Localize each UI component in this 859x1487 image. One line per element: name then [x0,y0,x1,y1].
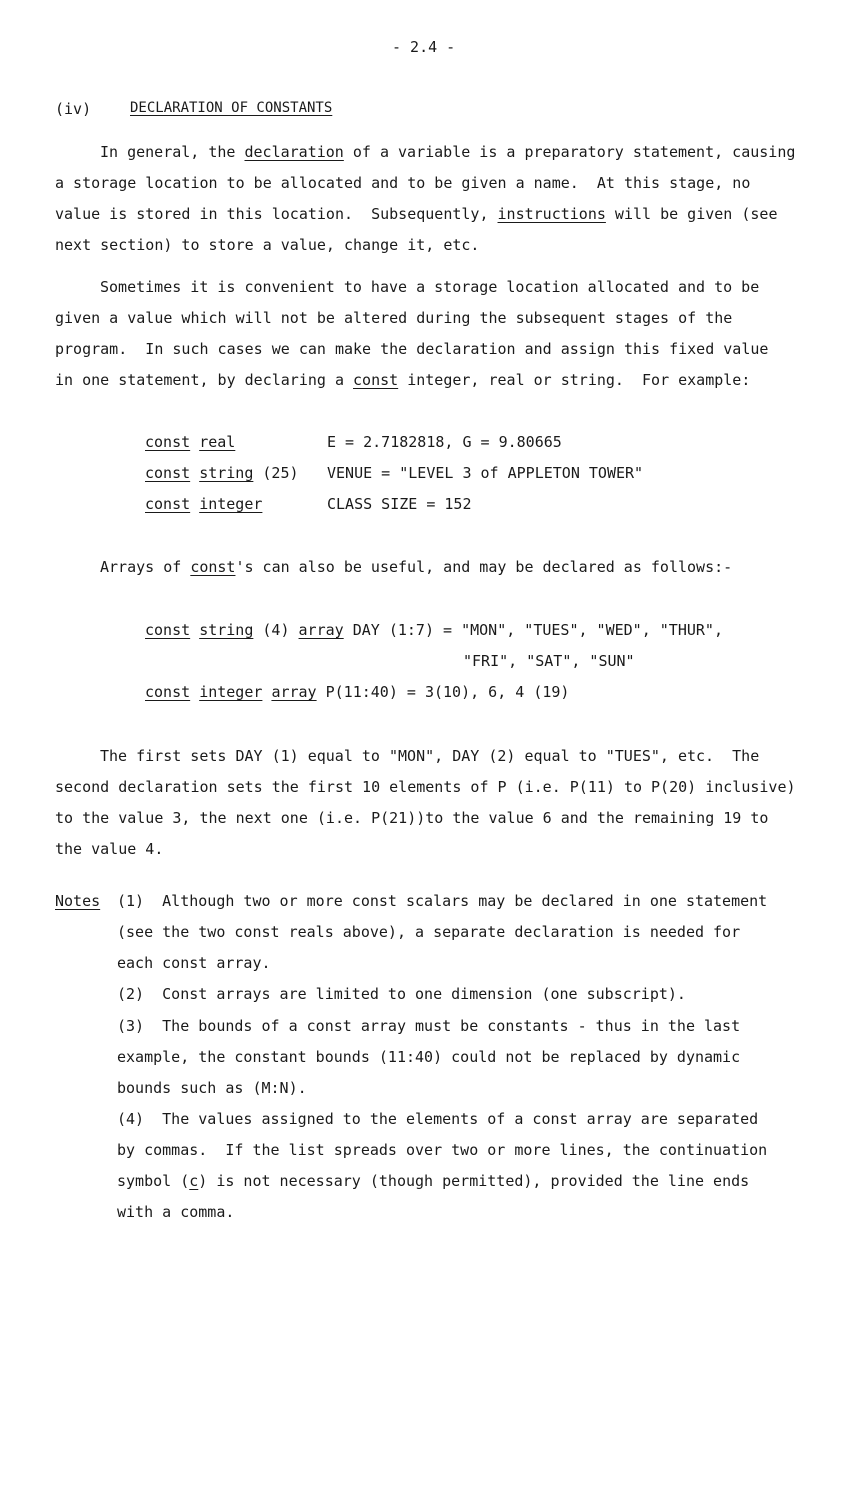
note-3-line3: bounds such as (M:N). [117,1079,307,1097]
section-number: (iv) [55,100,92,118]
para1-line2: a storage location to be allocated and to be given a name. At this stage, no [55,174,751,192]
note-4-line4: with a comma. [117,1203,235,1221]
example-decl-3: const integer [145,495,263,513]
array-example-2: const integer array P(11:40) = 3(10), 6, 4 (19) [145,683,570,701]
para3-line2: second declaration sets the first 10 elements of P (i.e. P(11) to P(20) inclusive) [55,778,796,796]
page-number: - 2.4 - [392,38,456,56]
note-3-line1: (3) The bounds of a const array must be constants - thus in the last [117,1017,741,1035]
term-const: const [353,371,399,389]
note-2: (2) Const arrays are limited to one dimension (one subscript). [117,985,686,1003]
note-1-line2: (see the two const reals above), a separate declaration is needed for [117,923,741,941]
para1-line1: In general, the declaration of a variable is a preparatory statement, causing [100,143,796,161]
para3-line1: The first sets DAY (1) equal to "MON", DAY (2) equal to "TUES", etc. The [100,747,760,765]
notes-label: Notes [55,892,101,910]
note-1-line3: each const array. [117,954,271,972]
term-instructions: instructions [497,205,606,223]
term-declaration: declaration [244,143,344,161]
para3-line3: to the value 3, the next one (i.e. P(21))to the value 6 and the remaining 19 to [55,809,769,827]
example-value-2: VENUE = "LEVEL 3 of APPLETON TOWER" [327,464,644,482]
section-title: DECLARATION OF CONSTANTS [130,100,333,116]
para2-line2: given a value which will not be altered during the subsequent stages of the [55,309,733,327]
note-4-line2: by commas. If the list spreads over two or more lines, the continuation [117,1141,768,1159]
array-example-1: const string (4) array DAY (1:7) = "MON", "TUES", "WED", "THUR", [145,621,723,639]
para1-line4: next section) to store a value, change it, etc. [55,236,480,254]
array-example-1-continuation: "FRI", "SAT", "SUN" [463,652,635,670]
arrays-intro: Arrays of const's can also be useful, and may be declared as follows:- [100,558,733,576]
note-3-line2: example, the constant bounds (11:40) could not be replaced by dynamic [117,1048,741,1066]
example-value-3: CLASS SIZE = 152 [327,495,472,513]
para2-line3: program. In such cases we can make the declaration and assign this fixed value [55,340,769,358]
para1-line3: value is stored in this location. Subsequently, instructions will be given (see [55,205,778,223]
example-value-1: E = 2.7182818, G = 9.80665 [327,433,562,451]
note-4-line3: symbol (c) is not necessary (though permitted), provided the line ends [117,1172,750,1190]
note-1-line1: (1) Although two or more const scalars may be declared in one statement [117,892,768,910]
example-decl-2: const string (25) [145,464,299,482]
para2-line4: in one statement, by declaring a const integer, real or string. For example: [55,371,751,389]
para2-line1: Sometimes it is convenient to have a storage location allocated and to be [100,278,760,296]
para3-line4: the value 4. [55,840,164,858]
example-decl-1: const real [145,433,236,451]
note-4-line1: (4) The values assigned to the elements of a const array are separated [117,1110,759,1128]
